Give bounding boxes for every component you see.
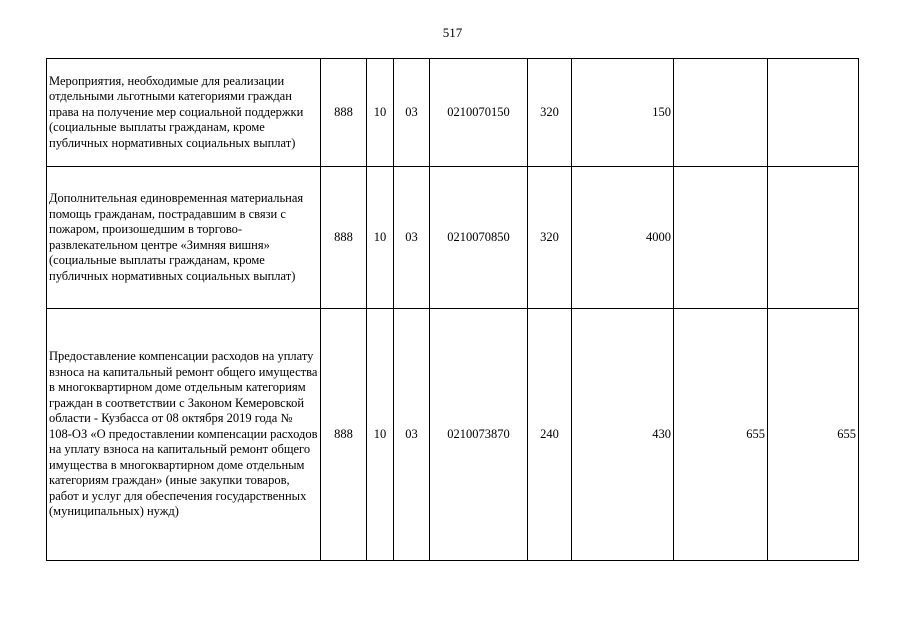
row-name: Дополнительная единовременная материальная помощь гражданам, пострадавшим в связи с пожаром, произошедшим в торгово-развлекательном центре «Зимняя вишня» (социальные выплаты гражданам, кроме публичных нормативных социальных выплат) <box>47 167 321 309</box>
section-code: 10 <box>367 309 394 561</box>
amount-1: 150 <box>572 59 674 167</box>
table-row <box>47 309 859 561</box>
amount-3: 655 <box>768 309 859 561</box>
row-name: Мероприятия, необходимые для реализации отдельными льготными категориями граждан права на получение мер социальной поддержки (социальные выплаты гражданам, кроме публичных нормативных социальных выплат) <box>47 59 321 167</box>
ministry-code: 888 <box>321 309 367 561</box>
subsection-code: 03 <box>394 309 430 561</box>
section-code: 10 <box>367 167 394 309</box>
section-code: 10 <box>367 59 394 167</box>
amount-3 <box>768 167 859 309</box>
target-article-code: 0210070150 <box>430 59 528 167</box>
amount-1: 430 <box>572 309 674 561</box>
target-article-code: 0210070850 <box>430 167 528 309</box>
amount-2: 655 <box>674 309 768 561</box>
amount-3 <box>768 59 859 167</box>
page-number: 517 <box>442 25 463 40</box>
table-row <box>47 59 859 167</box>
row-name: Предоставление компенсации расходов на уплату взноса на капитальный ремонт общего имущества в многоквартирном доме отдельным категориям граждан в соответствии с Законом Кемеровской области - Кузбасса от 08 октября 2019 года № 108-ОЗ «О предоставлении компенсации расходов на уплату взноса на капитальный ремонт общего имущества в многоквартирном доме отдельным категориям граждан» (иные закупки товаров, работ и услуг для обеспечения государственных (муниципальных) нужд) <box>47 309 321 561</box>
amount-2 <box>674 59 768 167</box>
amount-1: 4000 <box>572 167 674 309</box>
expense-type-code: 320 <box>528 59 572 167</box>
expense-type-code: 240 <box>528 309 572 561</box>
amount-2 <box>674 167 768 309</box>
target-article-code: 0210073870 <box>430 309 528 561</box>
subsection-code: 03 <box>394 167 430 309</box>
subsection-code: 03 <box>394 59 430 167</box>
ministry-code: 888 <box>321 59 367 167</box>
ministry-code: 888 <box>321 167 367 309</box>
expense-type-code: 320 <box>528 167 572 309</box>
table-row <box>47 167 859 309</box>
budget-table <box>46 58 859 561</box>
